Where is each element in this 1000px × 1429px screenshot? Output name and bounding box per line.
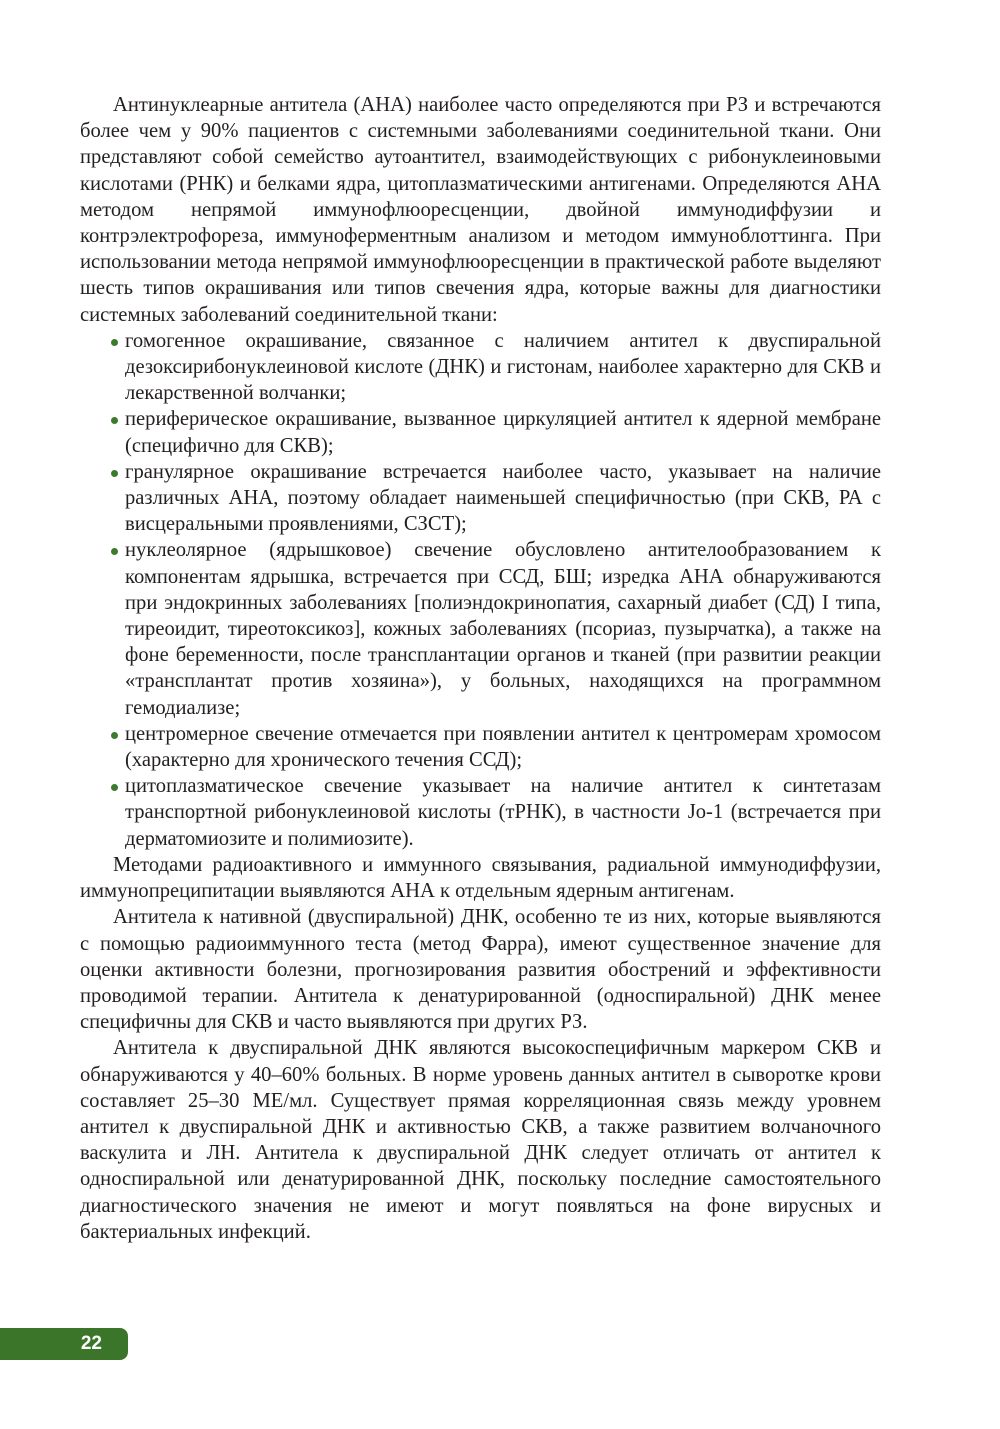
bullet-icon <box>111 732 118 739</box>
list-item-text: центромерное свечение отмечается при появлении антител к центромерам хромосом (характерно для хронического течения ССД); <box>125 722 881 772</box>
list-item <box>80 721 881 773</box>
list-item <box>80 537 881 720</box>
bullet-icon <box>111 784 118 791</box>
staining-types-list <box>80 328 881 852</box>
page-number-badge: 22 <box>0 1328 128 1360</box>
list-item-text: гомогенное окрашивание, связанное с наличием антител к двуспиральной дезоксирибонуклеиновой кислоте (ДНК) и гистонам, наиболее характерно для СКВ и лекарственной волчанки; <box>125 329 881 405</box>
list-item-text: периферическое окрашивание, вызванное циркуляцией антител к ядерной мембране (специфично для СКВ); <box>125 408 881 457</box>
list-item <box>80 773 881 852</box>
list-item-text: нуклеолярное (ядрышковое) свечение обусловлено антителообразованием к компонентам ядрышка, встречается при ССД, БШ; изредка АНА обнаруживаются при эндокринных заболеваниях [полиэндокринопатия, сахарный диабет (СД) I типа, тиреоидит, тиреотоксикоз], кожных заболеваниях (псориаз, пузырчатка), а также на фоне беременности, после трансплантации органов и тканей (при развитии реакции «трансплантат против хозяина»), у больных, находящихся на программном гемодиализе; <box>125 539 881 719</box>
bullet-icon <box>111 417 118 424</box>
paragraph: Антитела к двуспиральной ДНК являются высокоспецифичным маркером СКВ и обнаруживаются у 40–60% больных. В норме уровень данных антител в сыворотке крови составляет 25–30 МЕ/мл. Существует прямая корреляционная связь между уровнем антител к двуспиральной ДНК и активностью СКВ, а также развитием волчаночного васкулита и ЛН. Антитела к двуспиральной ДНК следует отличать от антител к односпиральной или денатурированной ДНК, поскольку последние самостоятельного диагностического значения не имеют и могут появляться на фоне вирусных и бактериальных инфекций. <box>80 1037 881 1243</box>
bullet-icon <box>111 339 118 346</box>
bullet-icon <box>111 548 118 555</box>
list-item-text: цитоплазматическое свечение указывает на наличие антител к синтетазам транспортной рибонуклеиновой кислоты (тРНК), в частности Jo-1 (встречается при дерматомиозите и полимиозите). <box>125 775 881 850</box>
paragraph: Антитела к нативной (двуспиральной) ДНК, особенно те из них, которые выявляются с помощью радиоиммунного теста (метод Фарра), имеют существенное значение для оценки активности болезни, прогнозирования развития обострений и эффективности проводимой терапии. Антитела к денатурированной (односпиральной) ДНК менее специфичны для СКВ и часто выявляются при других РЗ. <box>80 906 881 1034</box>
page-body <box>80 92 881 1245</box>
list-item <box>80 328 881 407</box>
list-item <box>80 406 881 458</box>
list-item <box>80 459 881 538</box>
bullet-icon <box>111 470 118 477</box>
paragraph-intro: Антинуклеарные антитела (АНА) наиболее часто определяются при РЗ и встречаются более чем у 90% пациентов с системными заболеваниями соединительной ткани. Они представляют собой семейство аутоантител, взаимодействующих с рибонуклеиновыми кислотами (РНК) и белками ядра, цитоплазматическими антигенами. Определяются АНА методом непрямой иммунофлюоресценции, двойной иммунодиффузии и контрэлектрофореза, иммуноферментным анализом и методом иммуноблоттинга. При использовании метода непрямой иммунофлюоресценции в практической работе выделяют шесть типов окрашивания или типов свечения ядра, которые важны для диагностики системных заболеваний соединительной ткани: <box>80 94 881 326</box>
paragraph: Методами радиоактивного и иммунного связывания, радиальной иммунодиффузии, иммунопреципитации выявляются АНА к отдельным ядерным антигенам. <box>80 853 881 903</box>
list-item-text: гранулярное окрашивание встречается наиболее часто, указывает на наличие различных АНА, поэтому обладает наименьшей специфичностью (при СКВ, РА с висцеральными проявлениями, СЗСТ); <box>125 460 881 536</box>
